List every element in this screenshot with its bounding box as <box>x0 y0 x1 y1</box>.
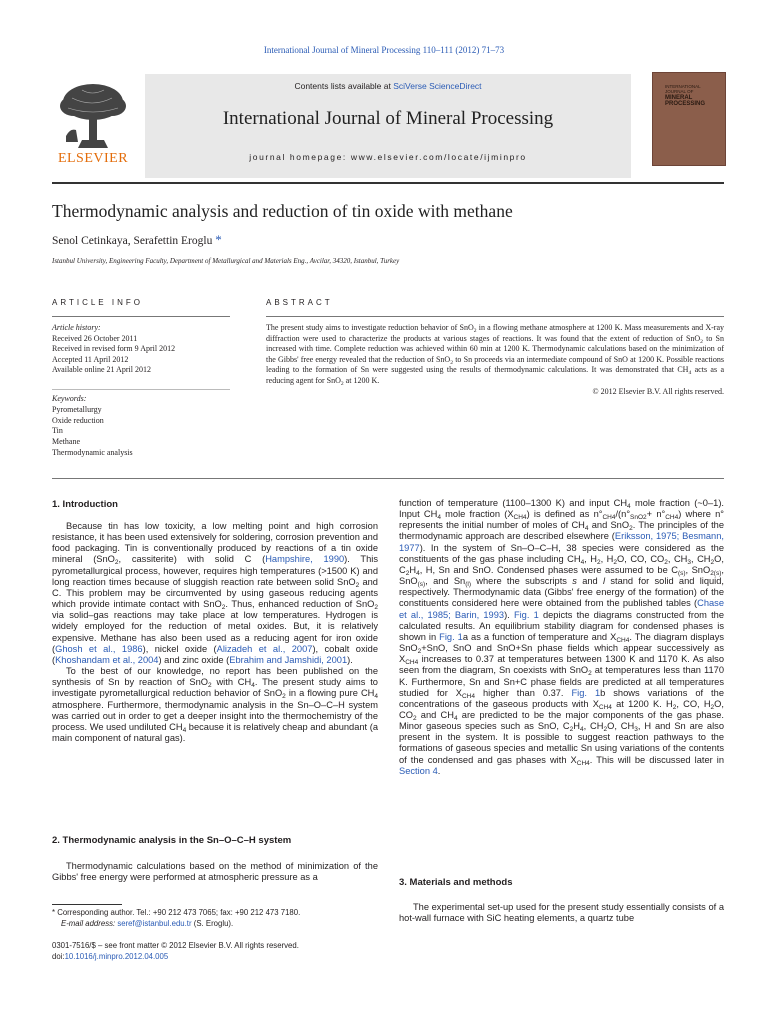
contents-line <box>145 81 631 91</box>
keyword: Thermodynamic analysis <box>52 447 133 457</box>
doi-line <box>52 951 382 962</box>
journal-citation[interactable]: International Journal of Mineral Processing 110–111 (2012) 71–73 <box>263 45 505 55</box>
elsevier-wordmark: ELSEVIER <box>57 151 129 166</box>
footnote <box>52 908 382 929</box>
abstract-rule <box>266 316 724 317</box>
journal-cover-thumbnail <box>652 72 726 166</box>
article-info-heading: ARTICLE INFO <box>52 298 143 307</box>
received-date: Received 26 October 2011 <box>52 333 138 343</box>
abstract-copyright: © 2012 Elsevier B.V. All rights reserved. <box>592 386 724 396</box>
section-heading-introduction: 1. Introduction <box>52 499 118 510</box>
authors <box>52 232 222 248</box>
cover-line2: MINERAL PROCESSING <box>665 94 706 108</box>
history-label: Article history: <box>52 323 101 332</box>
history-keywords-rule <box>52 389 230 390</box>
corresponding-author-mark[interactable]: * <box>215 232 222 247</box>
article-history <box>52 323 230 376</box>
email-link[interactable]: seref@istanbul.edu.tr <box>117 918 192 928</box>
keywords <box>52 394 230 459</box>
article-title: Thermodynamic analysis and reduction of tin oxide with methane <box>52 201 513 221</box>
author-names: Senol Cetinkaya, Serafettin Eroglu <box>52 235 213 247</box>
materials-text: The experimental set-up used for the present study essentially consists of a hot-wall furnace with SiC heating elements, a quartz tube <box>399 902 724 924</box>
journal-title: International Journal of Mineral Processing <box>222 108 554 129</box>
email-suffix: (S. Eroglu). <box>191 918 234 928</box>
affiliation: Istanbul University, Engineering Faculty, Department of Metallurgical and Materials Eng., Avcilar, 34320, Istanbul, Turkey <box>52 257 400 265</box>
keyword: Tin <box>52 426 63 436</box>
article-info-rule <box>52 316 230 317</box>
thermodynamic-text: Thermodynamic calculations based on the method of minimization of the Gibbs' free energy were performed at atmospheric pressure as a <box>52 861 378 883</box>
corresponding-author-note: * Corresponding author. Tel.: +90 212 473 7065; fax: +90 212 473 7180. <box>52 908 301 917</box>
sciencedirect-link[interactable]: SciVerse ScienceDirect <box>393 81 482 91</box>
journal-homepage <box>145 152 631 162</box>
abstract-text: The present study aims to investigate reduction behavior of SnO$_2$ in a flowing methane atmosphere at 1200 K. Mass measurements and X-ray diffraction were used to characterize the products at various stages of reactions. It was found that the extent of reduction of SnO$_2$ to Sn increased with time. Complete reduction was achieved within 60 min at 1200 K. Thermodynamic calculations based on the minimization of the Gibbs' free energy revealed that the reduction of SnO$_2$ to Sn proceeds via an intermediate compound of SnO at 1200 K. Possible reactions leading to the formation of Sn were suggested using the results of thermodynamic calculations. It was demonstrated that $CH_4$ acts as a reducing agent for SnO$_2$ at 1200 K. © 2012 Elsevier B.V. All rights reserved. <box>266 323 725 396</box>
header-divider <box>52 182 724 184</box>
keyword: Pyrometallurgy <box>52 404 102 414</box>
abstract-heading: ABSTRACT <box>266 298 333 307</box>
keywords-label: Keywords: <box>52 394 87 403</box>
front-matter <box>52 940 382 962</box>
doi-link[interactable]: 10.1016/j.minpro.2012.04.005 <box>64 952 169 961</box>
homepage-url[interactable]: www.elsevier.com/locate/ijminpro <box>350 152 527 162</box>
revised-date: Received in revised form 9 April 2012 <box>52 344 176 354</box>
thermodynamic-text-continued: function of temperature (1100–1300 K) and input $CH_4$ mole fraction (~0–1). Input $CH_4$ mole fraction $(X_{CH4})$ is defined as $n^\circ_{CH4}/(n^\circ_{SnO2}+ n^\circ_{CH4})$ where n° represents the initial number of moles of $CH_4$ and SnO$_2$. The principles of the thermodynamic approach are described elsewhere (Eriksson, 1975; Besmann, 1977). In the system of Sn–O–C–H, 38 species were considered as the constituents of the gas phase including $CH_4$, $H_2$, $H_2O$, CO, $CO_2$, $CH_3$, $CH_2O$, $C_2H_4$, H, Sn and SnO. Condensed phases were assumed to be $C_{(s)}$, SnO$_{2(s)}$, SnO$_{(s)}$, and $Sn_{(l)}$ where the subscripts s and l stand for solid and liquid, respectively. Thermodynamic data (Gibbs' free energy of the formation) of the constituents considered here were obtained from the published tables (Chase et al., 1985; Barin, 1993). Fig. 1 depicts the diagrams constructed from the calculated results. An equilibrium stability diagram for condensed phases is shown in Fig. 1a as a function of temperature and $X_{CH4}$. The diagram displays SnO$_2$+SnO, SnO and SnO+Sn phase fields which appear successively as $X_{CH4}$ increases to 0.37 at temperatures between 1300 K and 1170 K. As also seen from the diagram, Sn coexists with SnO$_2$ at temperatures less than 1170 K. Furthermore, Sn and Sn+C phase fields are predicted at all temperatures studied for $X_{CH4}$ higher than 0.37. Fig. 1b shows variations of the concentrations of the gaseous products with $X_{CH4}$ at 1200 K. $H_2$, CO, $H_2O$, $CO_2$ and $CH_4$ are predicted to be the major components of the gas phase. Minor gaseous species such as SnO, $C_2H_4$, $CH_2O$, $CH_3$, H and Sn are also present in the system. It is possible to suggest reaction pathways to the formations of gaseous species and metallic Sn using variations of the contents of the condensed and gas phases with $X_{CH4}$. This will be discussed later in Section 4. <box>399 498 725 776</box>
cover-line1: INTERNATIONAL JOURNAL OF <box>665 84 701 94</box>
accepted-date: Accepted 11 April 2012 <box>52 354 129 364</box>
footnote-rule <box>52 904 122 905</box>
section-heading-materials: 3. Materials and methods <box>399 877 513 888</box>
keyword: Methane <box>52 437 80 447</box>
homepage-prefix: journal homepage: <box>249 152 351 162</box>
abstract-bottom-rule <box>52 478 724 479</box>
online-date: Available online 21 April 2012 <box>52 365 151 375</box>
email-line <box>52 919 382 930</box>
email-label: E-mail address: <box>61 918 118 928</box>
contents-prefix: Contents lists available at <box>294 81 394 91</box>
front-matter-copyright: 0301-7516/$ – see front matter © 2012 Elsevier B.V. All rights reserved. <box>52 941 299 950</box>
doi-prefix: doi: <box>52 952 65 961</box>
introduction-text: Because tin has low toxicity, a low melting point and high corrosion resistance, it has been used extensively for soldering, corrosion prevention and food packaging. Tin is conventionally produced by reactions of a tin oxide mineral (SnO$_2$, cassiterite) with solid C (Hampshire, 1990). This pyrometallurgical process, however, requires high temperatures (>1500 K) and long reaction times because of sluggish reaction rate between solid SnO$_2$ and C. This problem may be circumvented by using gaseous reducing agents which provide intimate contact with SnO$_2$. Thus, enhanced reduction of SnO$_2$ via solid–gas reactions may take place at low temperatures. Hydrogen is widely employed for the reduction of metal oxides. But, it is relatively expensive. Methane has also been used as a reducing agent for iron oxide (Ghosh et al., 1986), nickel oxide (Alizadeh et al., 2007), cobalt oxide (Khoshandam et al., 2004) and zinc oxide (Ebrahim and Jamshidi, 2001). To the best of our knowledge, no report has been published on the synthesis of Sn by reaction of SnO$_2$ with $CH_4$. The present study aims to investigate pyrometallurgical reduction behavior of SnO$_2$ in a flowing pure $CH_4$ atmosphere. Furthermore, thermodynamic analysis in the Sn–O–C–H system was carried out in order to get a deeper insight into the thermochemistry of the process. We used undiluted $CH_4$ because it is relatively cheap and abundant (a main component of natural gas). <box>52 521 378 743</box>
keyword: Oxide reduction <box>52 415 104 425</box>
section-heading-thermodynamic: 2. Thermodynamic analysis in the Sn–O–C–H system <box>52 835 292 846</box>
